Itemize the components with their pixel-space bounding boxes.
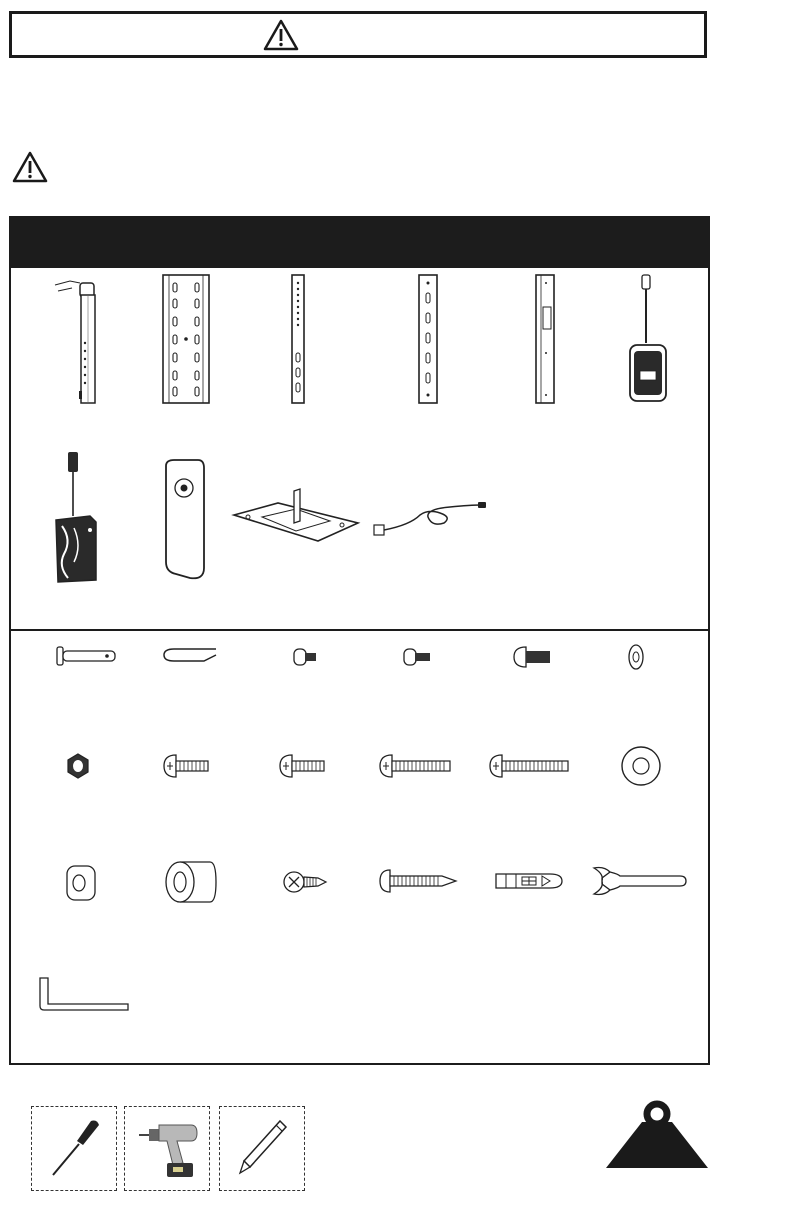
small-washer-icon bbox=[627, 643, 645, 671]
channel-rail-icon bbox=[533, 273, 557, 408]
lag-screw-icon bbox=[378, 868, 458, 894]
clevis-pin-icon bbox=[55, 645, 117, 667]
remote-control-icon bbox=[160, 458, 210, 583]
power-adapter-icon bbox=[50, 450, 102, 585]
allen-key-icon bbox=[38, 976, 132, 1014]
socket-screw-icon bbox=[402, 647, 432, 667]
vertical-bracket-icon bbox=[288, 273, 308, 408]
slotted-arm-icon bbox=[416, 273, 440, 408]
warning-header bbox=[9, 11, 707, 58]
pencil-icon bbox=[234, 1117, 290, 1181]
warning-triangle-icon bbox=[263, 19, 299, 51]
long-spacer-icon bbox=[160, 858, 218, 906]
tool-box-screwdriver bbox=[31, 1106, 117, 1191]
panel-divider bbox=[9, 629, 710, 631]
phillips-bolt-medium-icon bbox=[278, 753, 326, 779]
wall-anchor-icon bbox=[494, 870, 564, 892]
short-socket-screw-icon bbox=[292, 647, 318, 667]
caution-warning-icon bbox=[12, 151, 48, 183]
open-end-wrench-icon bbox=[590, 864, 688, 898]
wood-screw-short-icon bbox=[282, 868, 328, 896]
base-plate-icon bbox=[232, 485, 360, 547]
screwdriver-icon bbox=[47, 1117, 103, 1181]
phillips-bolt-long-icon bbox=[378, 753, 452, 779]
wall-plate-icon bbox=[161, 273, 211, 408]
short-spacer-icon bbox=[63, 862, 99, 904]
phillips-bolt-short-icon bbox=[162, 753, 210, 779]
parts-panel-header bbox=[9, 216, 710, 268]
pan-head-screw-icon bbox=[512, 645, 552, 669]
tool-box-drill bbox=[124, 1106, 210, 1191]
parts-panel bbox=[9, 216, 710, 1065]
phillips-bolt-xlong-icon bbox=[488, 753, 570, 779]
power-drill-icon bbox=[137, 1119, 201, 1183]
control-box-icon bbox=[622, 273, 672, 408]
tool-box-pencil bbox=[219, 1106, 305, 1191]
hex-nut-icon bbox=[66, 752, 90, 780]
actuator-column-icon bbox=[50, 273, 110, 408]
weight-icon bbox=[604, 1100, 710, 1170]
hair-pin-clip-icon bbox=[160, 645, 218, 667]
large-washer-icon bbox=[620, 745, 662, 787]
power-cord-icon bbox=[370, 495, 490, 545]
